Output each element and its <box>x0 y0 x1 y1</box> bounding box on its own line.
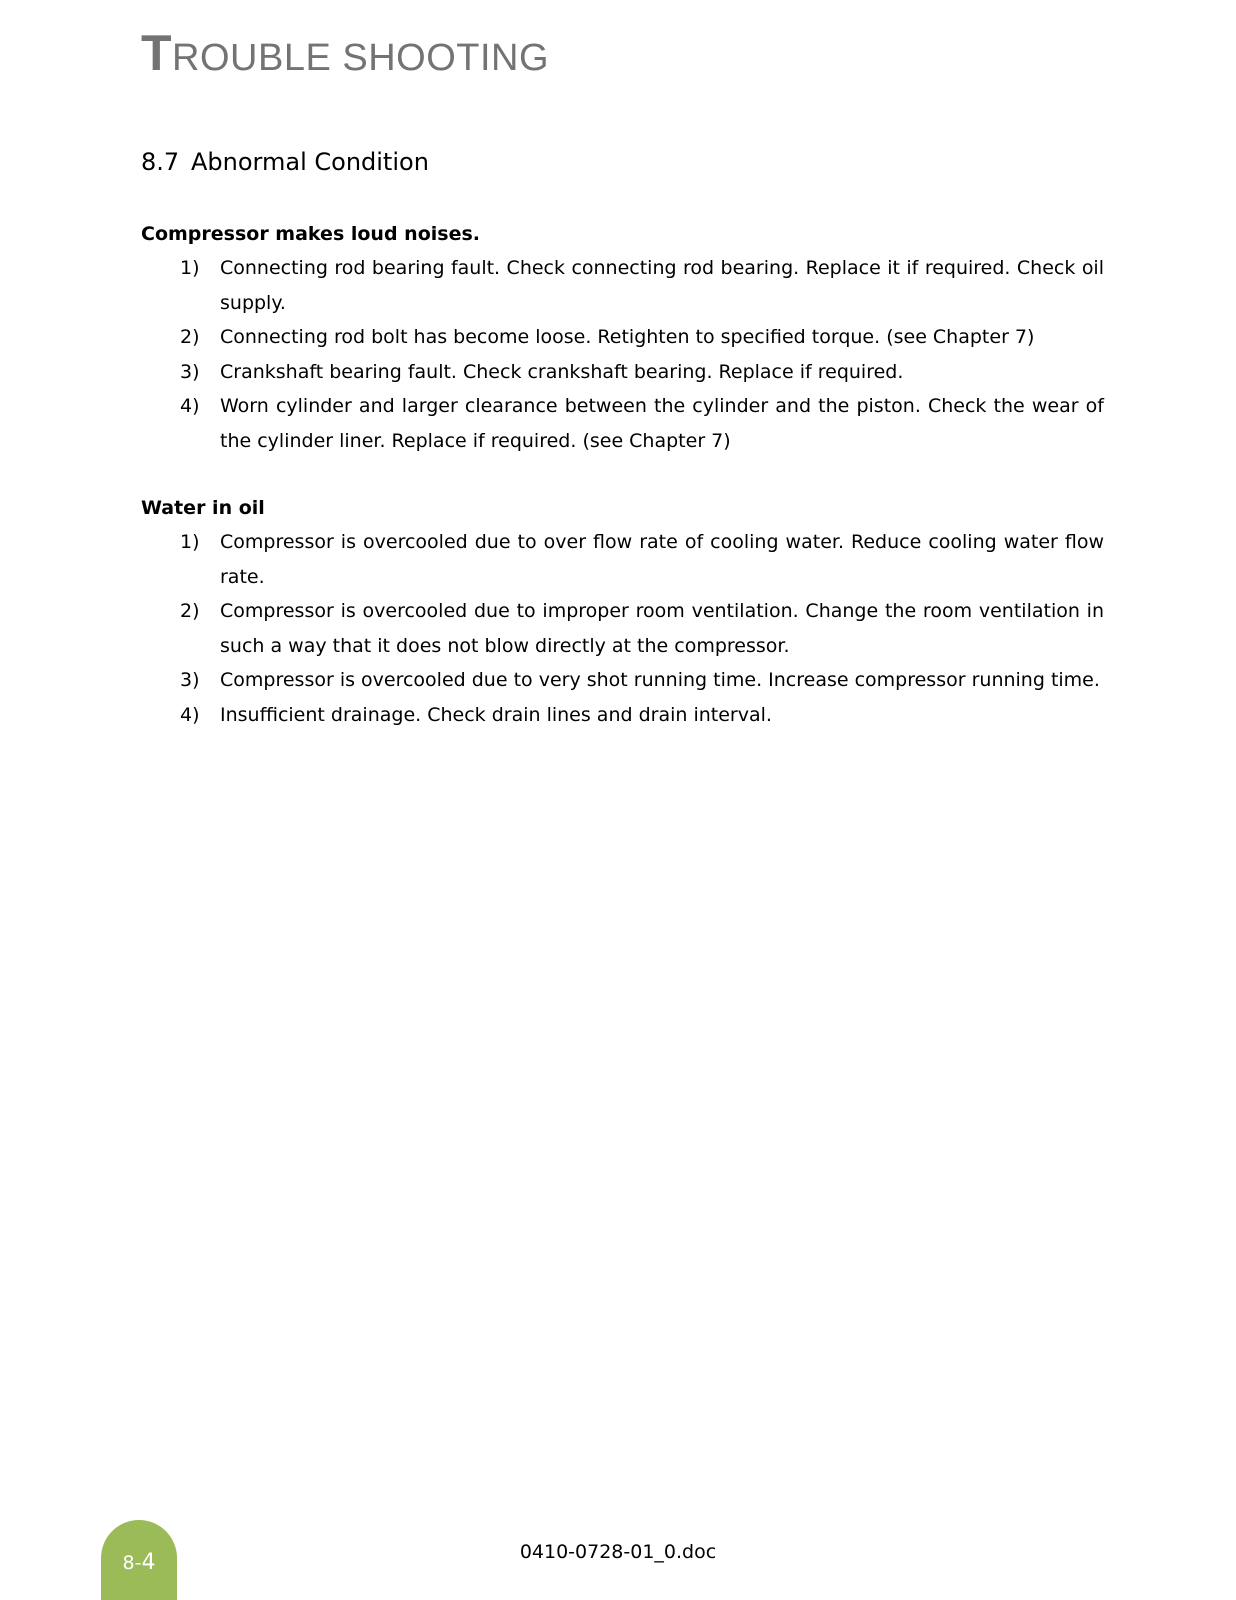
list-marker: 4) <box>180 703 200 726</box>
chapter-prefix: 8- <box>122 1552 142 1574</box>
block-title: Water in oil <box>141 497 265 519</box>
footer-filename: 0410-0728-01_0.doc <box>519 1541 717 1563</box>
water-in-oil-block <box>141 491 1104 732</box>
list-item-text: Compressor is overcooled due to over flow rate of cooling water. Reduce cooling water flow rate. <box>220 531 1104 588</box>
list-marker: 3) <box>180 360 200 383</box>
list-item-text: Insufficient drainage. Check drain lines and drain interval. <box>220 703 772 726</box>
list-item-text: Crankshaft bearing fault. Check crankshaft bearing. Replace if required. <box>220 360 904 383</box>
list-marker: 3) <box>180 669 200 691</box>
section-number: 8.7 <box>141 148 180 176</box>
header-title-initial: T <box>141 25 173 81</box>
block-title: Compressor makes loud noises. <box>141 223 480 245</box>
loud-noises-block <box>141 217 1104 458</box>
page-number: 4 <box>141 1550 156 1575</box>
list-item <box>141 389 1104 458</box>
list-item-text: Connecting rod bearing fault. Check connecting rod bearing. Replace it if required. Check oil supply. <box>220 257 1104 314</box>
section-title: Abnormal Condition <box>191 148 429 176</box>
header-title-rest: ROUBLE SHOOTING <box>172 37 550 79</box>
list-item <box>141 663 1104 698</box>
list-item-text: Compressor is overcooled due to improper room ventilation. Change the room ventilation in such a way that it does not blow directly at the compressor. <box>220 600 1104 657</box>
list-marker: 1) <box>180 257 200 279</box>
list-marker: 2) <box>180 326 200 348</box>
list-item <box>141 320 1104 355</box>
list-item-text: Worn cylinder and larger clearance between the cylinder and the piston. Check the wear of the cylinder liner. Replace if required. (see Chapter 7) <box>220 395 1104 452</box>
list-item <box>141 251 1104 320</box>
list-item <box>141 594 1104 663</box>
list-item-text: Connecting rod bolt has become loose. Retighten to specified torque. (see Chapter 7) <box>220 326 1035 348</box>
list-marker: 4) <box>180 395 200 417</box>
running-header <box>141 24 549 82</box>
list-item <box>141 698 1104 733</box>
list-item <box>141 355 1104 390</box>
list-item <box>141 525 1104 594</box>
list-item-text: Compressor is overcooled due to very shot running time. Increase compressor running time. <box>220 669 1100 691</box>
section-heading <box>141 148 429 176</box>
list-marker: 1) <box>180 531 200 553</box>
list-marker: 2) <box>180 600 200 622</box>
